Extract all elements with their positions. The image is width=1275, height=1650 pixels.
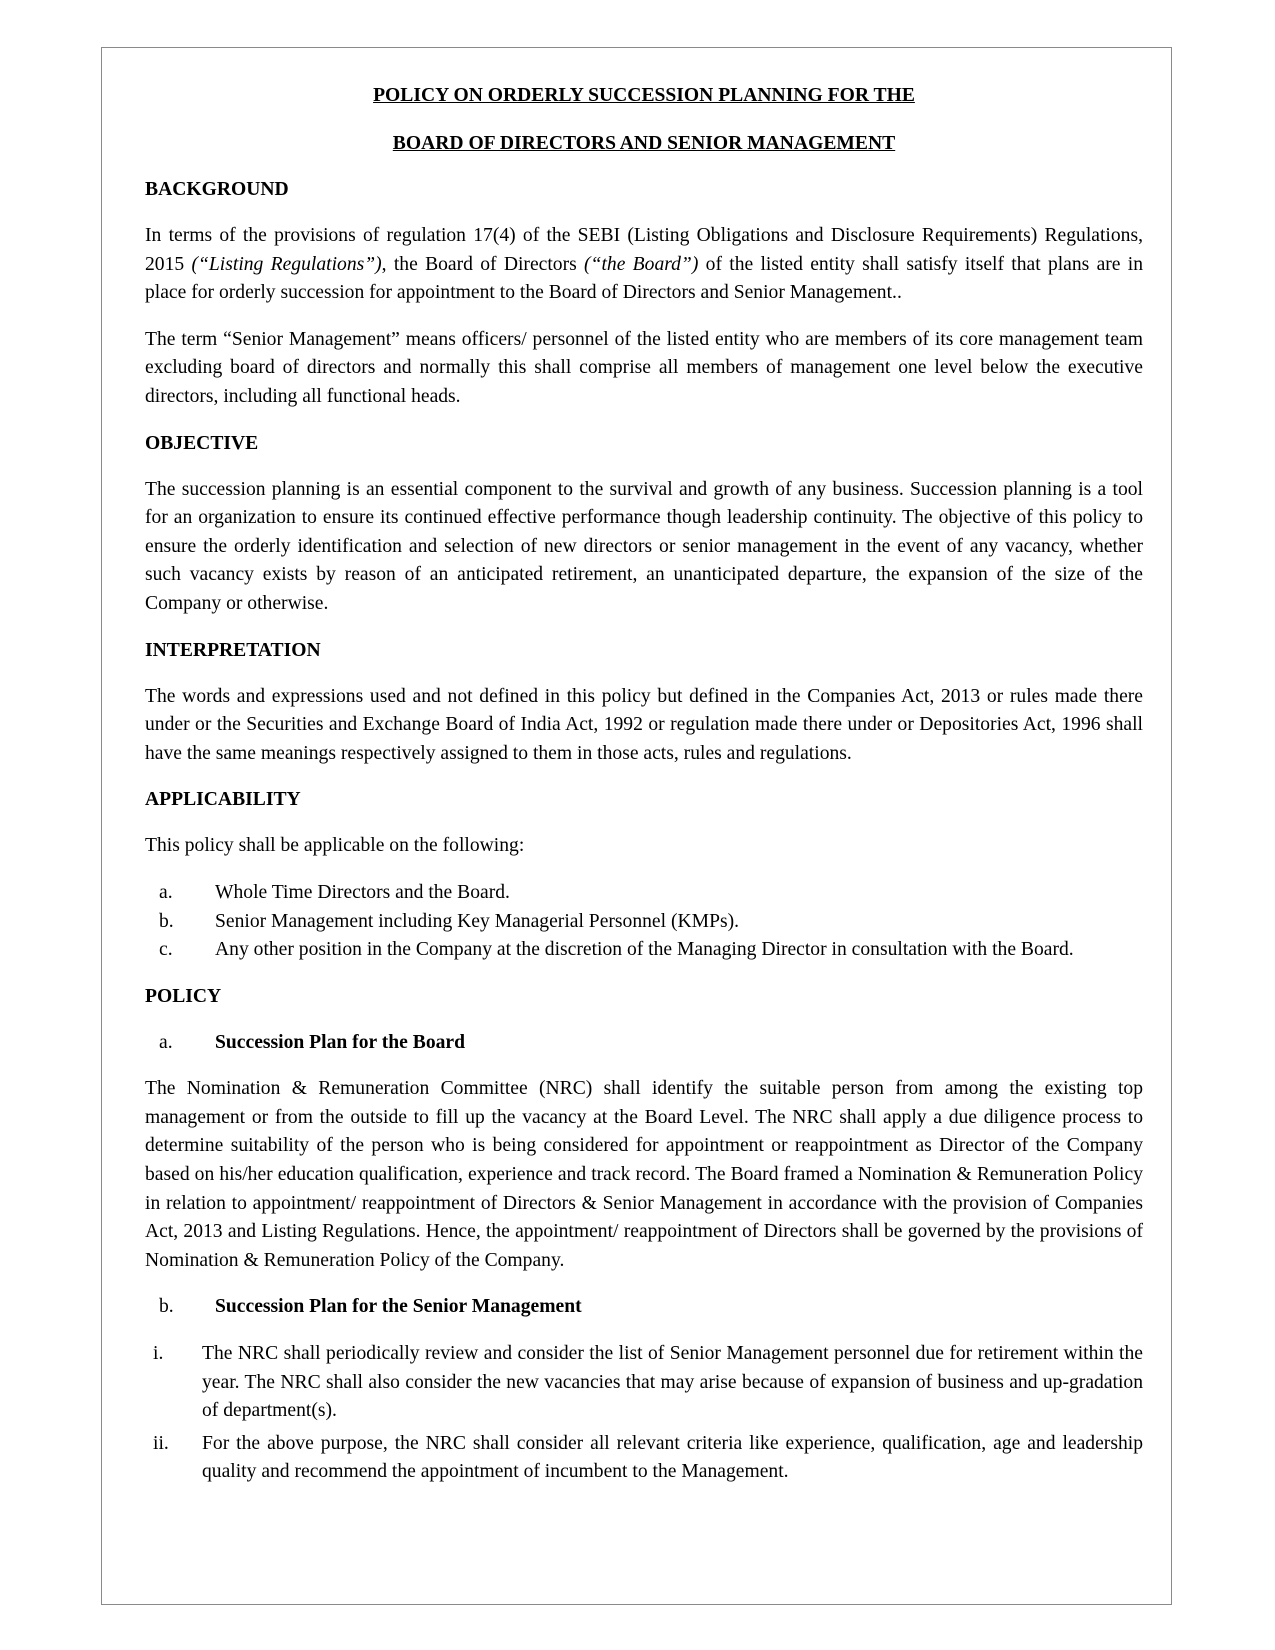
section-heading-objective: OBJECTIVE (145, 432, 259, 454)
subsection-heading-senior-management: b. Succession Plan for the Senior Management (159, 1296, 582, 1318)
section-heading-background: BACKGROUND (145, 179, 289, 200)
subsection-heading-board: a. Succession Plan for the Board (159, 1031, 466, 1053)
applicability-list (145, 879, 1143, 965)
senior-management-list (145, 1340, 1143, 1487)
list-item: ii. For the above purpose, the NRC shall consider all relevant criteria like experience, qualification, age and leadership quality and recommend the appointment of incumbent to the Management. (153, 1432, 1143, 1483)
section-heading-applicability: APPLICABILITY (145, 789, 301, 811)
objective-paragraph: The succession planning is an essential component to the survival and growth of any business. Succession planning is a tool for an organization to ensure its continued effective performance though leadership continuity. The objective of this policy to ensure the orderly identification and selection of new directors or senior management in the event of any vacancy, whether such vacancy exists by reason of an anticipated retirement, an unanticipated departure, the expansion of the size of the Company or otherwise. (145, 478, 1143, 614)
document-body (145, 82, 1143, 1491)
list-item: a. Whole Time Directors and the Board. (159, 881, 510, 903)
background-paragraph-1: In terms of the provisions of regulation 17(4) of the SEBI (Listing Obligations and Disclosure Requirements) Regulations, 2015 (“Listing Regulations”), the Board of Directors (“the Board”) of the listed entity shall satisfy itself that plans are in place for orderly succession for appointment to the Board of Directors and Senior Management.. (145, 225, 1144, 304)
interpretation-paragraph: The words and expressions used and not defined in this policy but defined in the Companies Act, 2013 or rules made there under or the Securities and Exchange Board of India Act, 1992 or regulation made there under or Depositories Act, 1996 shall have the same meanings respectively assigned to them in those acts, rules and regulations. (145, 685, 1143, 764)
document-title-line-2: BOARD OF DIRECTORS AND SENIOR MANAGEMENT (392, 133, 896, 154)
section-heading-interpretation: INTERPRETATION (145, 639, 321, 661)
list-item: i. The NRC shall periodically review and consider the list of Senior Management personnel due for retirement within the year. The NRC shall also consider the new vacancies that may arise because of expansion of business and up-gradation of department(s). (153, 1343, 1143, 1422)
background-paragraph-2: The term “Senior Management” means officers/ personnel of the listed entity who are members of its core management team excluding board of directors and normally this shall comprise all members of management one level below the executive directors, including all functional heads. (145, 328, 1143, 407)
list-item: b. Senior Management including Key Managerial Personnel (KMPs). (159, 910, 740, 932)
policy-board-paragraph: The Nomination & Remuneration Committee (NRC) shall identify the suitable person from among the existing top management or from the outside to fill up the vacancy at the Board Level. The NRC shall apply a due diligence process to determine suitability of the person who is being considered for appointment or reappointment as Director of the Company based on his/her education qualification, experience and track record. The Board framed a Nomination & Remuneration Policy in relation to appointment/ reappointment of Directors & Senior Management in accordance with the provision of Companies Act, 2013 and Listing Regulations. Hence, the appointment/ reappointment of Directors shall be governed by the provisions of Nomination & Remuneration Policy of the Company. (145, 1078, 1143, 1271)
section-heading-policy: POLICY (145, 985, 222, 1007)
document-title-line-1: POLICY ON ORDERLY SUCCESSION PLANNING FOR THE (373, 85, 915, 106)
applicability-intro: This policy shall be applicable on the following: (145, 835, 525, 857)
list-item: c. Any other position in the Company at the discretion of the Managing Director in consultation with the Board. (159, 939, 1074, 961)
